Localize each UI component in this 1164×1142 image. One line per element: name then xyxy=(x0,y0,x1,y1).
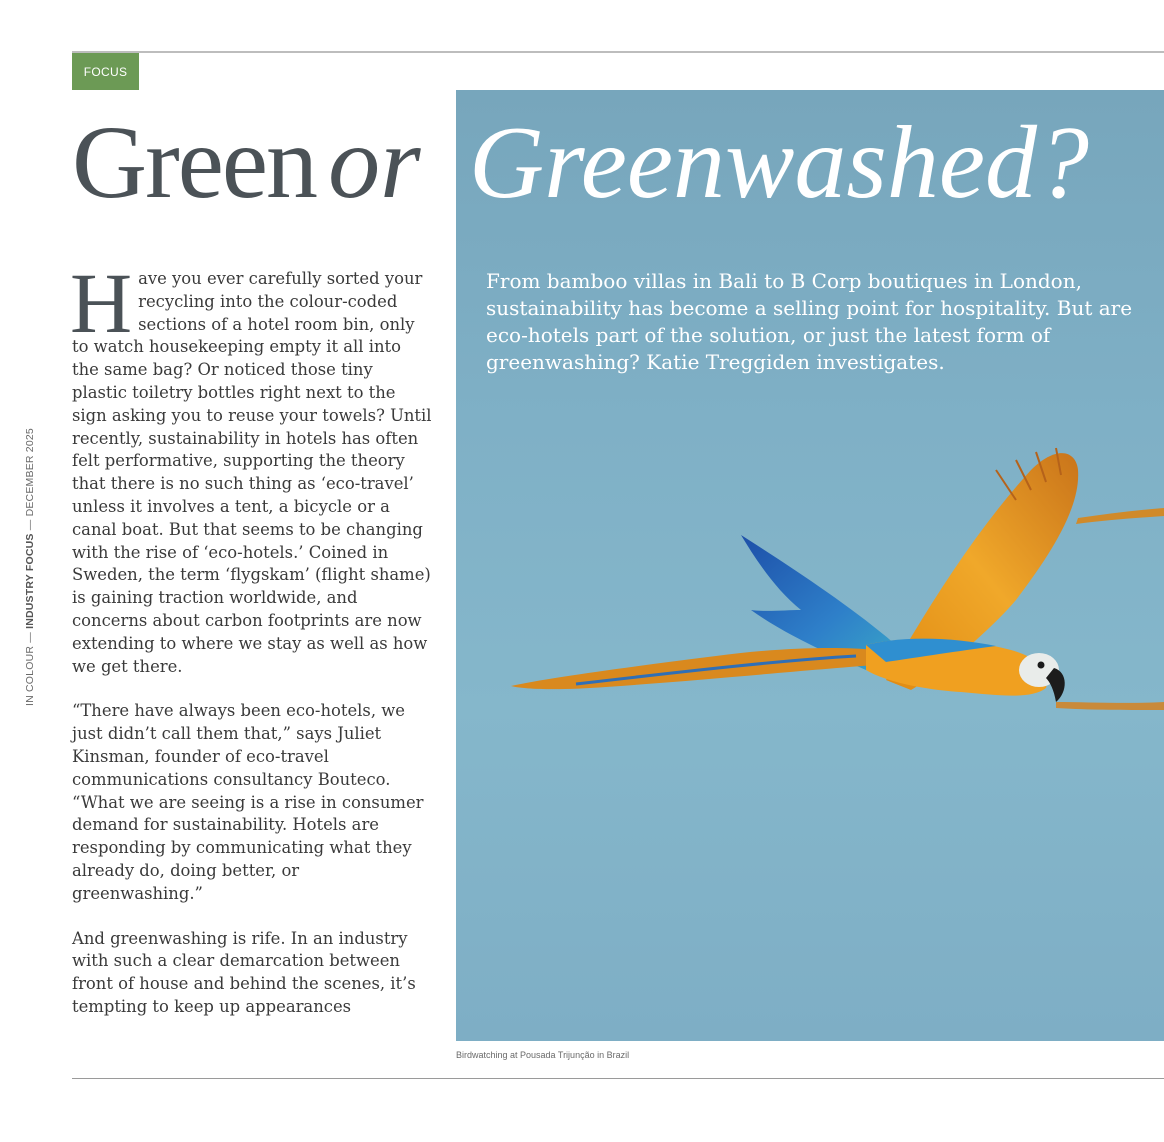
headline-word-green: Green xyxy=(72,105,317,220)
macaw-tail xyxy=(511,648,876,689)
macaw-illustration xyxy=(456,90,1164,1041)
side-label-part-1: IN COLOUR — xyxy=(24,628,36,706)
section-tag: FOCUS xyxy=(72,53,139,90)
side-label-part-3: — DECEMBER 2025 xyxy=(24,428,36,534)
running-side-label xyxy=(24,428,36,706)
top-rule xyxy=(72,51,1164,53)
paragraph-2: “There have always been eco-hotels, we just didn’t call them that,” says Juliet Kinsman, founder of eco-travel communications consultancy Bouteco. “What we are seeing is a rise in consumer demand for sustainability. Hotels are responding by communicating what they already do, doing better, or greenwashing.” xyxy=(72,701,424,903)
article-body xyxy=(70,255,432,1041)
side-label-part-2: INDUSTRY FOCUS xyxy=(24,533,36,629)
headline-word-greenwashed: Greenwashed? xyxy=(469,105,1090,220)
paragraph-3: And greenwashing is rife. In an industry with such a clear demarcation between front of house and behind the scenes, it’s tempting to keep up appearances xyxy=(72,928,416,1016)
paragraph-1 xyxy=(70,255,432,678)
drop-cap: H xyxy=(70,255,133,351)
headline-word-or: or xyxy=(328,105,421,220)
standfirst: From bamboo villas in Bali to B Corp boutiques in London, sustainability has become a selling point for hospitality. But are eco-hotels part of the solution, or just the latest form of greenwashing? Katie Treggiden investigates. xyxy=(486,269,1133,374)
photo-caption: Birdwatching at Pousada Trijunção in Brazil xyxy=(456,1050,630,1060)
headline xyxy=(72,105,1164,220)
bottom-rule xyxy=(72,1078,1164,1079)
paragraph-1-text: ave you ever carefully sorted your recycling into the colour-coded sections of a hotel room bin, only to watch housekeeping empty it all into the same bag? Or noticed those tiny plastic toiletry bottles right next to the sign asking you to reuse your towels? Until recently, sustainability in hotels has often felt performative, supporting the theory that there is no such thing as ‘eco-travel’ unless it involves a tent, a bicycle or a canal boat. But that seems to be changing with the rise of ‘eco-hotels.’ Coined in Sweden, the term ‘flygskam’ (flight shame) is gaining traction worldwide, and concerns about carbon footprints are now extending to where we stay as well as how we get there. xyxy=(72,269,432,676)
macaw-photo xyxy=(456,90,1164,1041)
